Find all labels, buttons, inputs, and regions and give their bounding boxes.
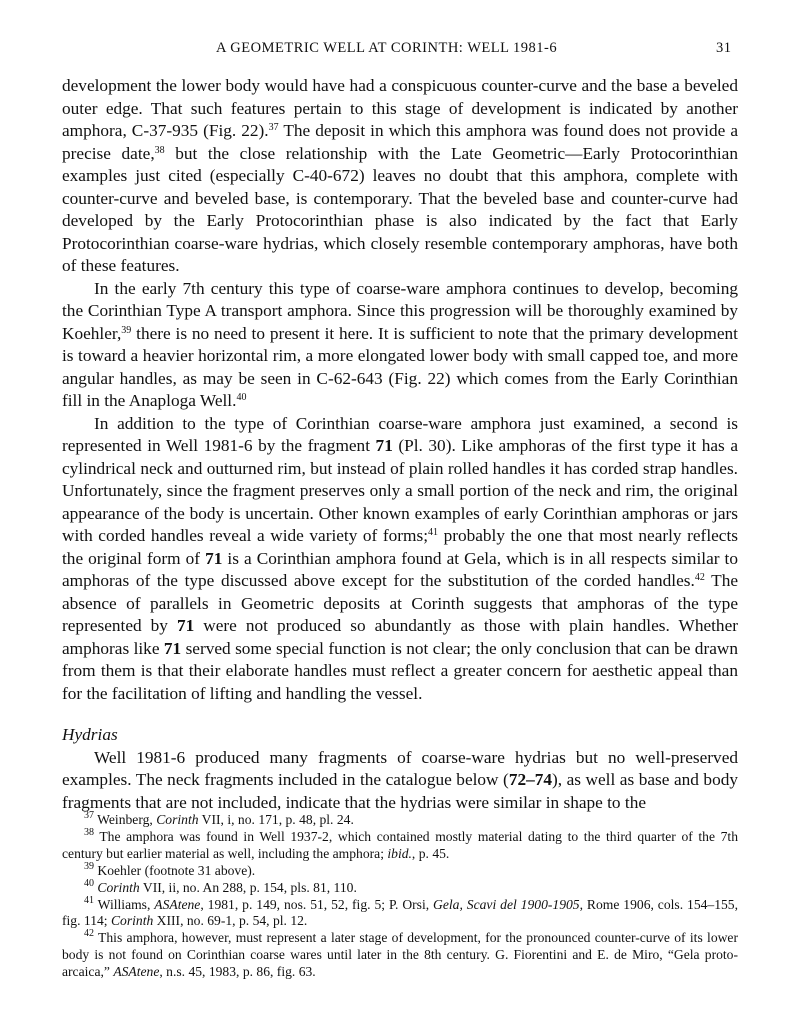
paragraph-hydrias bbox=[62, 747, 738, 815]
footnote-ref: 37 bbox=[268, 122, 279, 133]
catalogue-number: 72–74 bbox=[508, 770, 553, 789]
text-run: The absence of parallels in Geometric deposits at Corinth suggests that amphoras of the type represented by bbox=[62, 571, 738, 635]
text-run: served some special function is not clear; the only conclusion that can be drawn from them is that their elaborate handles must reflect a greater concern for aesthetic appeal than for the facilitation of lifting and handling the vessel. bbox=[62, 638, 738, 703]
footnotes bbox=[62, 812, 738, 981]
footnote-40 bbox=[62, 877, 738, 897]
text-run: XIII, no. 69-1, p. 54, pl. 12. bbox=[153, 913, 308, 929]
footnote-ref: 39 bbox=[121, 324, 132, 336]
footnote-ref: 38 bbox=[84, 826, 94, 838]
footnote-ref: 39 bbox=[84, 860, 94, 872]
italic-text: Corinth bbox=[97, 879, 140, 895]
text-run: The deposit in which this amphora was found does not provide a precise date, bbox=[62, 121, 738, 163]
footnote-37 bbox=[62, 812, 738, 829]
text-run: but the close relationship with the Late Geometric—Early Protocorinthian examples just cited (especially C-40-672) leaves no doubt that this amphora, complete with counter-curve and beveled base, is contemporary. That the beveled base and counter-curve had developed by the Early Protocorinthian phase is also indicated by the fact that Early Protocorinthian coarse-ware hydrias, which closely resemble contemporary amphoras, have both of these features. bbox=[62, 143, 738, 275]
text-run: Williams, bbox=[94, 896, 155, 912]
text-run: probably the one that most nearly reflects the original form of bbox=[62, 526, 738, 568]
page-number: 31 bbox=[716, 40, 732, 56]
italic-text: Corinth bbox=[156, 812, 199, 827]
text-run: , p. 45. bbox=[411, 845, 450, 861]
italic-text: Corinth bbox=[110, 913, 154, 929]
text-run: development the lower body would have had a conspicuous counter-curve and the base a beveled outer edge. That such features pertain to this stage of development is indicated by another amphora, C-37-935 (Fig. 22). bbox=[62, 76, 738, 140]
catalogue-number: 71 bbox=[176, 616, 195, 635]
footnote-42 bbox=[62, 930, 738, 981]
italic-text: Gela, Scavi del 1900-1905 bbox=[433, 896, 580, 912]
text-run: Well 1981-6 produced many fragments of coarse-ware hydrias but no well-preserved examples. The neck fragments included in the catalogue below ( bbox=[62, 747, 738, 789]
paragraph-3 bbox=[62, 413, 738, 706]
footnote-41 bbox=[62, 894, 739, 931]
text-run: In addition to the type of Corinthian coarse-ware amphora just examined, a second is represented in Well 1981-6 by the fragment bbox=[62, 413, 738, 455]
footnote-39 bbox=[62, 860, 738, 880]
catalogue-number: 71 bbox=[205, 548, 223, 568]
italic-text: ASAtene bbox=[113, 964, 160, 980]
text-run: , Rome 1906, cols. 154–155, fig. 114; bbox=[62, 896, 739, 929]
italic-text: ibid. bbox=[387, 845, 412, 861]
footnote-ref: 42 bbox=[84, 928, 94, 940]
footnote-ref: 42 bbox=[694, 572, 705, 583]
footnote-38 bbox=[62, 826, 738, 863]
catalogue-number: 71 bbox=[163, 638, 182, 658]
catalogue-number: 71 bbox=[375, 436, 393, 455]
text-run: VII, i, no. 171, p. 48, pl. 24. bbox=[198, 812, 354, 827]
section-heading-hydrias: Hydrias bbox=[62, 725, 118, 744]
body-text bbox=[62, 75, 738, 814]
footnote-ref: 37 bbox=[84, 810, 94, 821]
footnote-ref: 38 bbox=[154, 144, 165, 156]
text-run: In the early 7th century this type of coarse-ware amphora continues to develop, becoming the Corinthian Type A transport amphora. Since this progression will be thoroughly examined by Koehler, bbox=[62, 278, 738, 343]
running-title: A GEOMETRIC WELL AT CORINTH: WELL 1981-6 bbox=[216, 40, 558, 56]
paragraph-2 bbox=[62, 278, 738, 413]
text-run: This amphora, however, must represent a later stage of development, for the pronounced counter-curve of its lower body is not found on Corinthian coarse wares until later in the 8th century. G. Fiorentini and E. de Miro, “Gela proto-arcaica,” bbox=[62, 930, 738, 980]
text-run: VII, ii, no. An 288, p. 154, pls. 81, 110. bbox=[139, 879, 357, 895]
text-run: Koehler (footnote 31 above). bbox=[94, 862, 256, 878]
footnote-ref: 40 bbox=[236, 392, 247, 403]
running-head bbox=[0, 40, 796, 60]
text-run: Weinberg, bbox=[94, 812, 157, 827]
text-run: , 1981, p. 149, nos. 51, 52, fig. 5; P. Orsi, bbox=[200, 896, 434, 912]
text-run: , n.s. 45, 1983, p. 86, fig. 63. bbox=[159, 964, 316, 980]
footnote-ref: 41 bbox=[84, 894, 94, 906]
italic-text: ASAtene bbox=[154, 896, 201, 912]
text-run: there is no need to present it here. It is sufficient to note that the primary development is toward a heavier horizontal rim, a more elongated lower body with small capped toe, and more angular handles, as may be seen in C-62-643 (Fig. 22) which comes from the Early Corinthian fill in the Anaploga Well. bbox=[62, 323, 738, 410]
paragraph-1 bbox=[62, 75, 738, 278]
text-run: ), as well as base and body fragments that are not included, indicate that the hydrias were similar in shape to the bbox=[62, 770, 738, 812]
text-run: is a Corinthian amphora found at Gela, which is in all respects similar to amphoras of the type discussed above except for the substitution of the corded handles. bbox=[62, 548, 738, 590]
text-run: (Pl. 30). Like amphoras of the first type it has a cylindrical neck and outturned rim, but instead of plain rolled handles it has corded strap handles. Unfortunately, since the fragment preserves only a small portion of the neck and rim, the original appearance of the body is uncertain. Other known examples of early Corinthian amphoras or jars with corded handles reveal a wide variety of forms; bbox=[62, 436, 738, 545]
footnote-ref: 41 bbox=[428, 527, 438, 538]
footnote-ref: 40 bbox=[84, 877, 94, 889]
text-run: The amphora was found in Well 1937-2, which contained mostly material dating to the third quarter of the 7th century but earlier material as well, including the amphora; bbox=[62, 828, 738, 861]
text-run: were not produced so abundantly as those with plain handles. Whether amphoras like bbox=[62, 616, 738, 658]
